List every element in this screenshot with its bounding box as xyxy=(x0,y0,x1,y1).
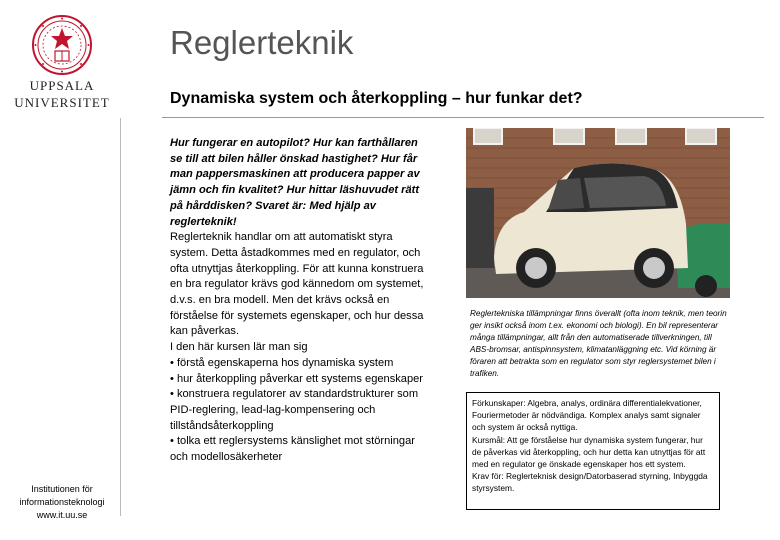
lead-questions: Hur fungerar en autopilot? Hur kan farthållaren se till att bilen håller önskad hastighet? Hur får man pappersmaskinen att producera papper av jämn och fin kvalitet? Hur hittar läshuvudet rätt på hårddisken? Svaret är: Med hjälp av reglerteknik! xyxy=(170,137,420,228)
course-goal: Kursmål: Att ge förståelse hur dynamiska system fungerar, hur de påverkas vid återkoppling, och hur detta kan utnyttjas för att med en regulator ge önskade egenskaper hos ett system. xyxy=(472,434,706,470)
bullet-item: • konstruera regulatorer av standardstrukturer som PID-reglering, lead-lag-kompensering och tillståndsåterkoppling xyxy=(170,388,419,432)
smart-car-photo xyxy=(466,128,730,298)
institution-line2: informationsteknologi xyxy=(19,497,105,507)
university-seal-icon xyxy=(31,14,93,76)
course-info-box xyxy=(466,392,720,510)
bullet-item: • tolka ett reglersystems känslighet mot störningar och modellosäkerheter xyxy=(170,435,415,464)
photo-caption: Reglertekniska tillämpningar finns överallt (ofta inom teknik, men teorin ger insikt också inom t.ex. ekonomi och biologi). En bil representerar många tillämpningar, allt från den automatiserade tillverkningen, till ABS-bromsar, antispinnsystem, klimatanläggning etc. Vid körning är föraren att betrakta som en regulator som styr reglersystemet bilen i trafiken. xyxy=(470,309,727,379)
list-intro: I den här kursen lär man sig xyxy=(170,341,308,354)
institution-url[interactable]: www.it.uu.se xyxy=(36,510,88,520)
institution-info xyxy=(8,483,116,522)
university-name-line2: UNIVERSITET xyxy=(14,95,110,110)
page-title: Reglerteknik xyxy=(170,24,354,61)
university-name-line1: UPPSALA xyxy=(29,78,95,93)
vertical-divider xyxy=(120,118,121,516)
course-description xyxy=(170,136,430,466)
institution-line1: Institutionen för xyxy=(31,484,93,494)
horizontal-divider xyxy=(162,117,764,118)
prerequisites: Förkunskaper: Algebra, analys, ordinära differentialekvationer, Fouriermetoder är nödvändiga. Komplex analys samt signaler och system är också nyttiga. xyxy=(472,398,702,433)
intro-paragraph: Reglerteknik handlar om att automatiskt styra system. Detta åstadkommes med en regulator, och ofta utnyttjas återkoppling. För att kunna konstruera en bra regulator krävs god kännedom om systemet, d.v.s. en bra modell. Men det krävs också en förståelse för systemets egenskaper, och hur dessa kan påverkas. xyxy=(170,231,424,338)
bullet-item: • förstå egenskaperna hos dynamiska system xyxy=(170,356,394,369)
bullet-item: • hur återkoppling påverkar ett systems egenskaper xyxy=(170,372,424,385)
required-for: Krav för: Reglerteknisk design/Datorbaserad styrning, Inbyggda styrsystem. xyxy=(472,471,708,494)
uppsala-university-logo xyxy=(14,14,110,110)
page-subtitle: Dynamiska system och återkoppling – hur funkar det? xyxy=(170,90,583,107)
